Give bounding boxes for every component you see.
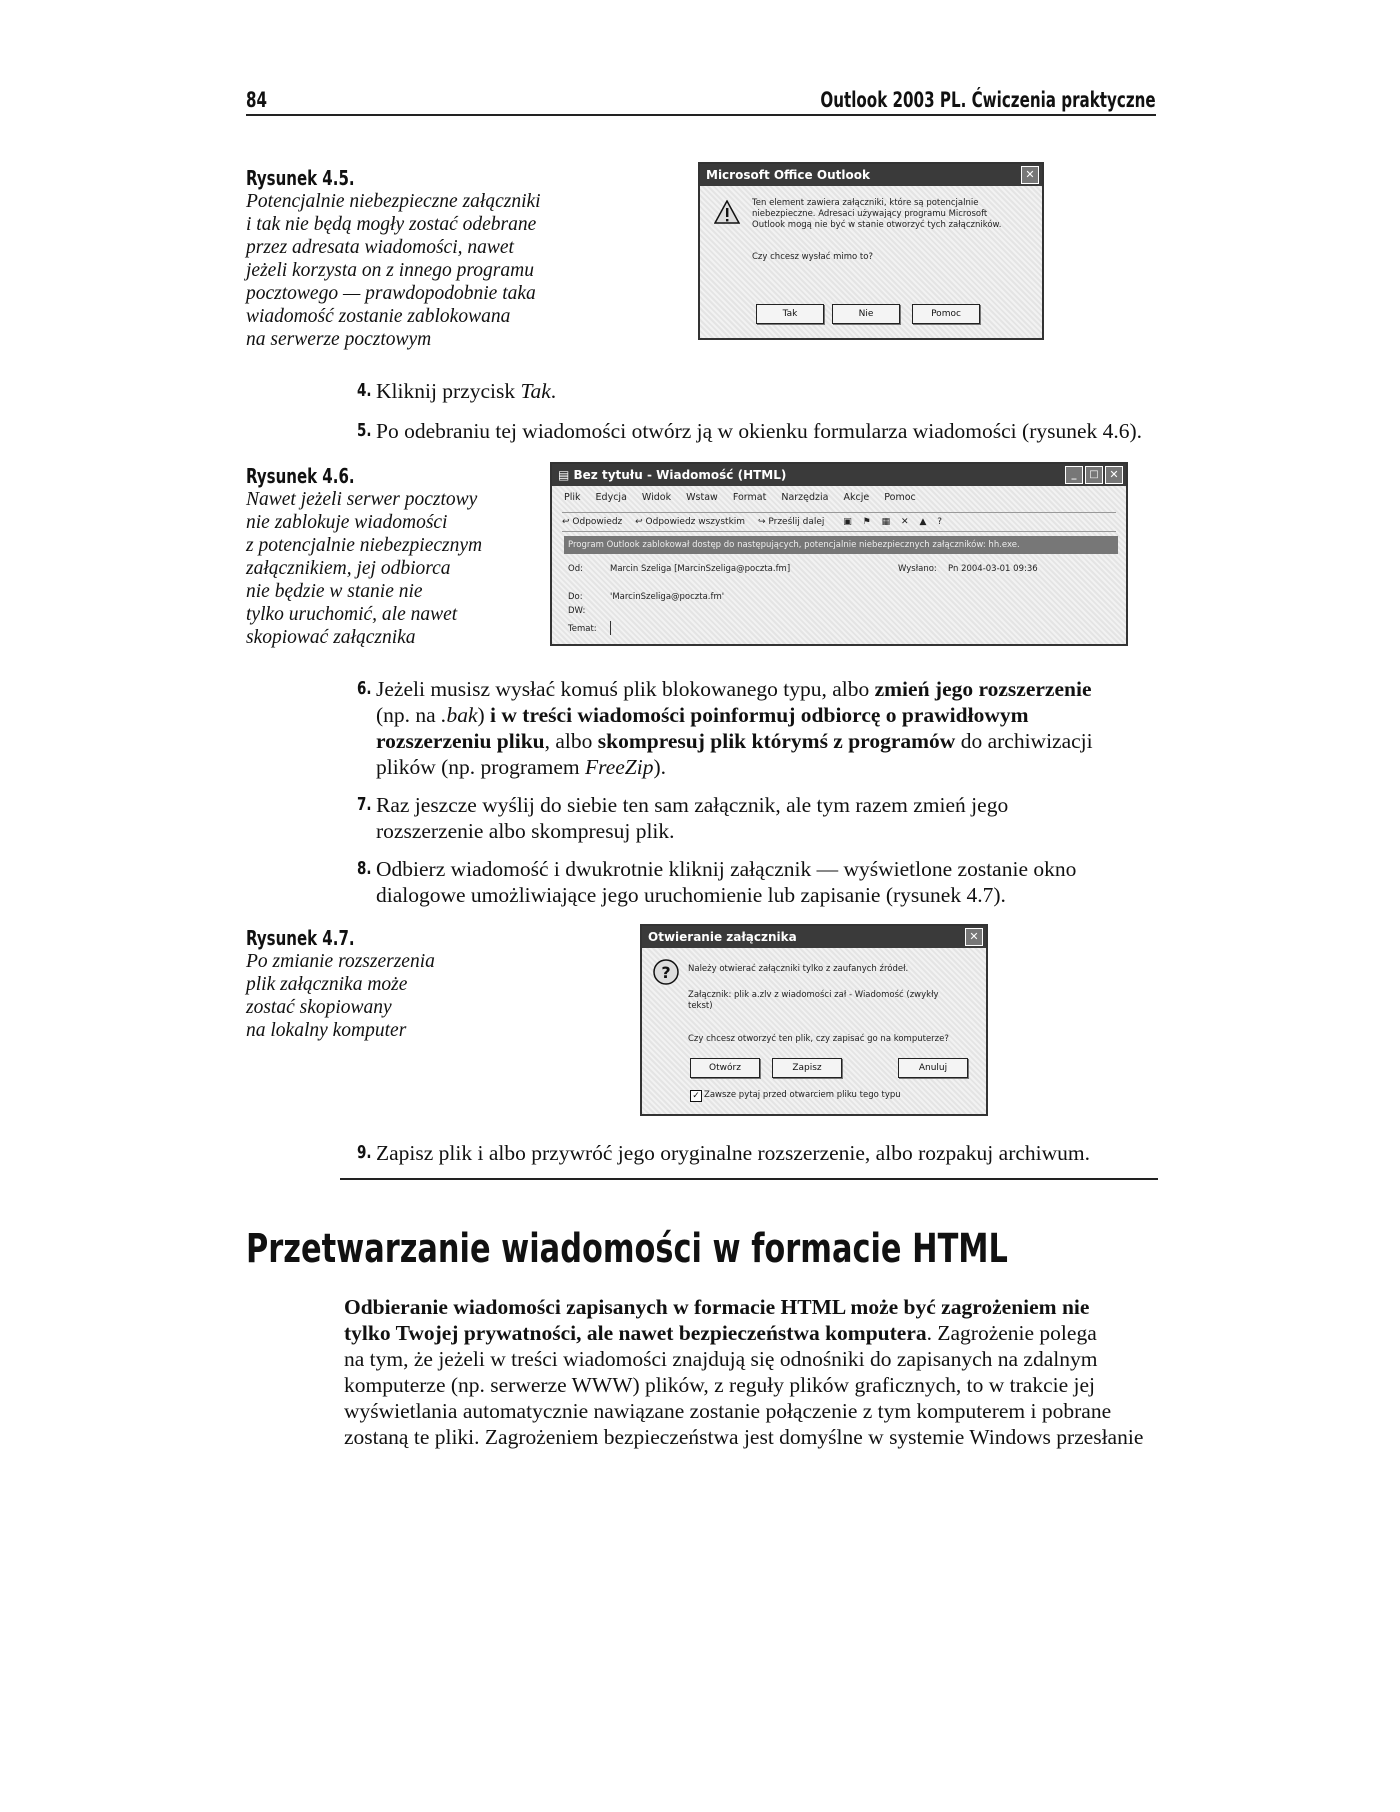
always-ask-checkbox[interactable]: ✓	[690, 1090, 702, 1102]
maximize-icon[interactable]: □	[1085, 466, 1103, 484]
caption-line: na lokalny komputer	[246, 1020, 407, 1041]
reply-all-button[interactable]: ↩ Odpowiedz wszystkim	[635, 517, 746, 527]
caption-line: Nawet jeżeli serwer pocztowy	[246, 489, 478, 510]
step-line: rozszerzenie albo skompresuj plik.	[376, 819, 675, 843]
warning-icon	[714, 200, 740, 224]
flag-icon[interactable]: ⚑	[862, 517, 871, 527]
attachment-info: Załącznik: plik a.zlv z wiadomości zał - Wiadomość (zwykły tekst)	[688, 990, 939, 1011]
menu-format[interactable]: Format	[732, 492, 767, 503]
section-divider	[340, 1178, 1158, 1180]
save-button[interactable]: Zapisz	[772, 1058, 842, 1078]
dialog-question: Czy chcesz wysłać mimo to?	[752, 252, 873, 262]
menu-actions[interactable]: Akcje	[843, 492, 870, 503]
window-title: Bez tytułu - Wiadomość (HTML)	[573, 468, 787, 482]
fig45-caption	[246, 190, 541, 351]
message-line: Outlook mogą nie być w stanie otworzyć tych załączników.	[752, 220, 1002, 230]
message-line: Ten element zawiera załączniki, które są potencjalnie	[752, 198, 979, 208]
caption-line: Potencjalnie niebezpieczne załączniki	[246, 191, 541, 212]
dialog-title: Otwieranie załącznika	[648, 930, 797, 944]
to-value: 'MarcinSzeliga@poczta.fm'	[610, 592, 725, 602]
envelope-icon: ▤	[558, 468, 574, 482]
step-8	[357, 856, 1077, 908]
fig45-label: Rysunek 4.5.	[246, 166, 355, 190]
caption-line: plik załącznika może	[246, 974, 408, 995]
print-icon[interactable]: ▣	[843, 517, 852, 527]
page-number: 84	[246, 88, 268, 112]
reply-button[interactable]: ↩ Odpowiedz	[562, 517, 623, 527]
question-icon	[652, 958, 680, 986]
message-window	[550, 462, 1128, 646]
caption-line: wiadomość zostanie zablokowana	[246, 306, 511, 327]
step-text: Po odebraniu tej wiadomości otwórz ją w okienku formularza wiadomości (rysunek 4.6).	[376, 419, 1143, 443]
menu-bar	[564, 492, 928, 503]
toolbar	[562, 512, 1116, 532]
dialog-title: Microsoft Office Outlook	[706, 168, 870, 182]
open-attachment-dialog	[640, 924, 988, 1116]
step-end: .	[550, 379, 557, 403]
caption-line: na serwerze pocztowym	[246, 329, 432, 350]
para-line: Odbieranie wiadomości zapisanych w formacie HTML może być zagrożeniem nie	[344, 1295, 1090, 1319]
para-line: tylko Twojej prywatności, ale nawet bezpieczeństwa komputera. Zagrożenie polega	[344, 1321, 1097, 1345]
blocked-infobar: Program Outlook zablokował dostęp do następujących, potencjalnie niebezpiecznych załączników: hh.exe.	[564, 536, 1118, 554]
delete-icon[interactable]: ✕	[901, 517, 909, 527]
para-line: wyświetlania automatycznie nawiązane zostanie połączenie z tym komputerem i pobrane	[344, 1399, 1112, 1423]
book-title: Outlook 2003 PL. Ćwiczenia praktyczne	[820, 88, 1156, 112]
caption-line: nie będzie w stanie nie	[246, 581, 423, 602]
step-number: 4.	[357, 380, 372, 401]
outlook-warning-dialog	[698, 162, 1044, 340]
step-line: (np. na .bak) i w treści wiadomości poinformuj odbiorcę o prawidłowym	[376, 703, 1029, 727]
step-line: plików (np. programem FreeZip).	[376, 755, 667, 779]
caption-line: tylko uruchomić, ale nawet	[246, 604, 458, 625]
step-line: Odbierz wiadomość i dwukrotnie kliknij załącznik — wyświetlone zostanie okno	[376, 857, 1077, 881]
open-button[interactable]: Otwórz	[690, 1058, 760, 1078]
menu-edit[interactable]: Edycja	[595, 492, 627, 503]
menu-file[interactable]: Plik	[564, 492, 581, 503]
menu-tools[interactable]: Narzędzia	[781, 492, 829, 503]
step-line: dialogowe umożliwiające jego uruchomienie lub zapisanie (rysunek 4.7).	[376, 883, 1006, 907]
dialog-titlebar	[700, 164, 1042, 186]
from-value: Marcin Szeliga [MarcinSzeliga@poczta.fm]	[610, 564, 791, 574]
window-titlebar	[552, 464, 1126, 486]
caption-line: z potencjalnie niebezpiecznym	[246, 535, 483, 556]
no-button[interactable]: Nie	[832, 304, 900, 324]
caption-line: Po zmianie rozszerzenia	[246, 951, 435, 972]
menu-help[interactable]: Pomoc	[884, 492, 916, 503]
step-line: rozszerzeniu pliku, albo skompresuj plik którymś z programów do archiwizacji	[376, 729, 1093, 753]
para-line: zostaną te pliki. Zagrożeniem bezpieczeństwa jest domyślne w systemie Windows przesłanie	[344, 1425, 1144, 1449]
sent-value: Pn 2004-03-01 09:36	[948, 564, 1038, 574]
cancel-button[interactable]: Anuluj	[898, 1058, 968, 1078]
close-icon[interactable]: ✕	[1021, 166, 1039, 184]
cc-label: DW:	[568, 606, 586, 616]
help-button[interactable]: Pomoc	[912, 304, 980, 324]
fig47-caption	[246, 950, 435, 1042]
fig46-caption	[246, 488, 482, 649]
step-5	[357, 418, 1143, 444]
to-label: Do:	[568, 592, 583, 602]
step-4	[357, 378, 557, 404]
move-icon[interactable]: ▦	[881, 517, 891, 527]
step-line: Jeżeli musisz wysłać komuś plik blokowanego typu, albo zmień jego rozszerzenie	[376, 677, 1092, 701]
caption-line: skopiować załącznika	[246, 627, 416, 648]
step-line: Raz jeszcze wyślij do siebie ten sam załącznik, ale tym razem zmień jego	[376, 793, 1009, 817]
close-icon[interactable]: ✕	[1105, 466, 1123, 484]
section-heading: Przetwarzanie wiadomości w formacie HTML	[246, 1226, 1008, 1272]
step-number: 7.	[357, 794, 372, 815]
step-number: 6.	[357, 678, 372, 699]
section-paragraph	[344, 1294, 1158, 1450]
dialog-message	[752, 198, 1001, 231]
caption-line: załącznikiem, jej odbiorca	[246, 558, 451, 579]
running-header	[246, 86, 1156, 116]
para-line: na tym, że jeżeli w treści wiadomości znajdują się odnośniki do zapisanych na zdalnym	[344, 1347, 1098, 1371]
step-7	[357, 792, 1009, 844]
minimize-icon[interactable]: _	[1065, 466, 1083, 484]
step-text: Zapisz plik i albo przywróć jego oryginalne rozszerzenie, albo rozpakuj archiwum.	[376, 1141, 1091, 1165]
forward-button[interactable]: ↪ Prześlij dalej	[757, 517, 825, 527]
caption-line: pocztowego — prawdopodobnie taka	[246, 283, 536, 304]
step-number: 9.	[357, 1142, 372, 1163]
caption-line: zostać skopiowany	[246, 997, 392, 1018]
dialog-titlebar	[642, 926, 986, 948]
caption-line: przez adresata wiadomości, nawet	[246, 237, 514, 258]
fig47-label: Rysunek 4.7.	[246, 926, 355, 950]
para-line: komputerze (np. serwerze WWW) plików, z reguły plików graficznych, to w trakcie jej	[344, 1373, 1096, 1397]
trust-warning: Należy otwierać załączniki tylko z zaufanych źródeł.	[688, 964, 909, 974]
subject-field[interactable]	[610, 621, 611, 635]
subject-label: Temat:	[568, 624, 597, 634]
fig46-label: Rysunek 4.6.	[246, 464, 355, 488]
message-line: niebezpieczne. Adresaci używający programu Microsoft	[752, 209, 988, 219]
always-ask-label: Zawsze pytaj przed otwarciem pliku tego typu	[704, 1090, 901, 1100]
dialog-question: Czy chcesz otworzyć ten plik, czy zapisać go na komputerze?	[688, 1034, 949, 1044]
step-6	[357, 676, 1093, 780]
help-icon[interactable]: ?	[937, 517, 943, 527]
caption-line: i tak nie będą mogły zostać odebrane	[246, 214, 537, 235]
step-text: Kliknij przycisk	[376, 379, 521, 403]
sent-label: Wysłano:	[898, 564, 937, 574]
svg-text:?: ?	[661, 963, 671, 982]
menu-view[interactable]: Widok	[641, 492, 672, 503]
step-number: 5.	[357, 420, 372, 441]
prev-icon[interactable]: ▲	[919, 517, 927, 527]
from-label: Od:	[568, 564, 583, 574]
caption-line: nie zablokuje wiadomości	[246, 512, 448, 533]
step-italic: Tak	[520, 379, 551, 403]
step-number: 8.	[357, 858, 372, 879]
close-icon[interactable]: ✕	[965, 928, 983, 946]
menu-insert[interactable]: Wstaw	[686, 492, 718, 503]
step-9	[357, 1140, 1091, 1166]
yes-button[interactable]: Tak	[756, 304, 824, 324]
caption-line: jeżeli korzysta on z innego programu	[246, 260, 534, 281]
